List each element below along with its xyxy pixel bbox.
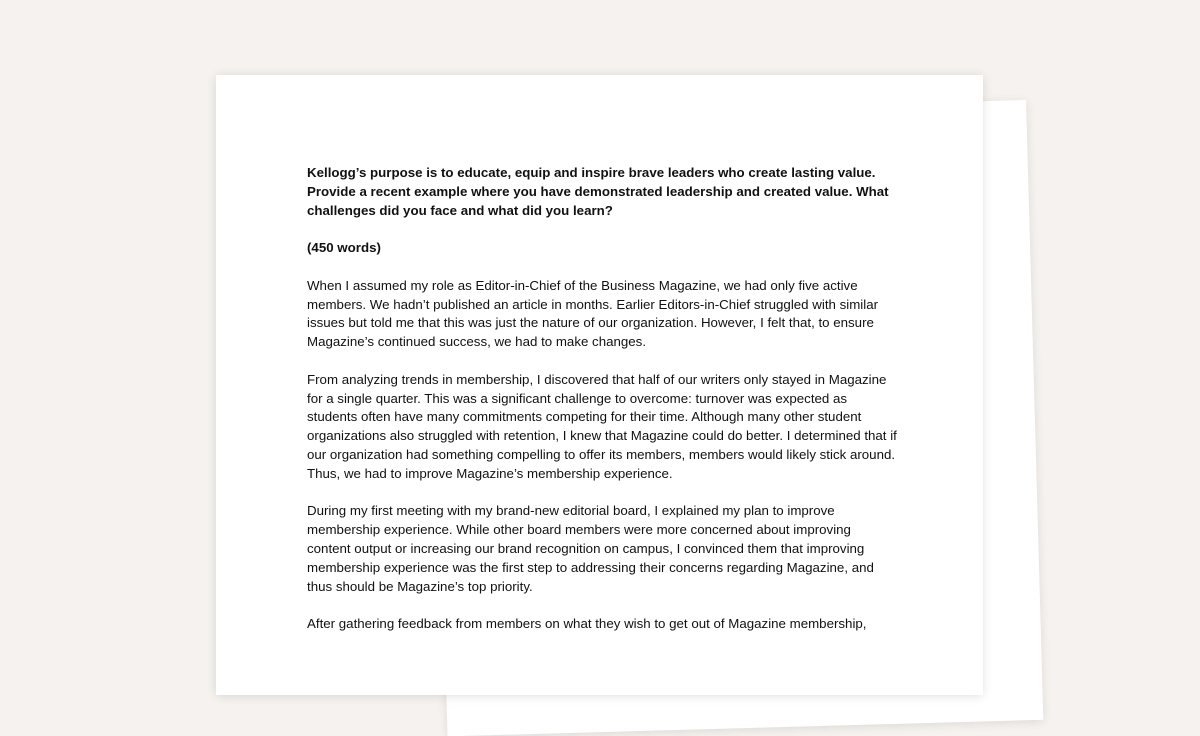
essay-prompt: Kellogg’s purpose is to educate, equip and inspire brave leaders who create lasting value. Provide a recent example where you have demonstrated leadership and created value. What challenges did you face and what did you learn? bbox=[307, 165, 889, 218]
essay-paragraph-2: From analyzing trends in membership, I discovered that half of our writers only stayed in Magazine for a single quarter. This was a significant challenge to overcome: turnover was expected as students often have many commitments competing for their time. Although many other student organizations also struggled with retention, I knew that Magazine could do better. I determined that if our organization had something compelling to offer its members, members would likely stick around. Thus, we had to improve Magazine’s membership experience. bbox=[307, 371, 897, 481]
essay-paragraph-3: During my first meeting with my brand-new editorial board, I explained my plan to improve membership experience. While other board members were more concerned about improving content output or increasing our brand recognition on campus, I convinced them that improving membership experience was the first step to addressing their concerns regarding Magazine, and thus should be Magazine’s top priority. bbox=[307, 503, 874, 594]
word-limit: (450 words) bbox=[307, 240, 381, 256]
essay-body bbox=[307, 164, 897, 634]
essay-paragraph-4: After gathering feedback from members on what they wish to get out of Magazine membership, bbox=[307, 616, 867, 632]
essay-paragraph-1: When I assumed my role as Editor-in-Chief of the Business Magazine, we had only five active members. We hadn’t published an article in months. Earlier Editors-in-Chief struggled with similar issues but told me that this was just the nature of our organization. However, I felt that, to ensure Magazine’s continued success, we had to make changes. bbox=[307, 277, 879, 350]
document-page bbox=[216, 75, 983, 695]
